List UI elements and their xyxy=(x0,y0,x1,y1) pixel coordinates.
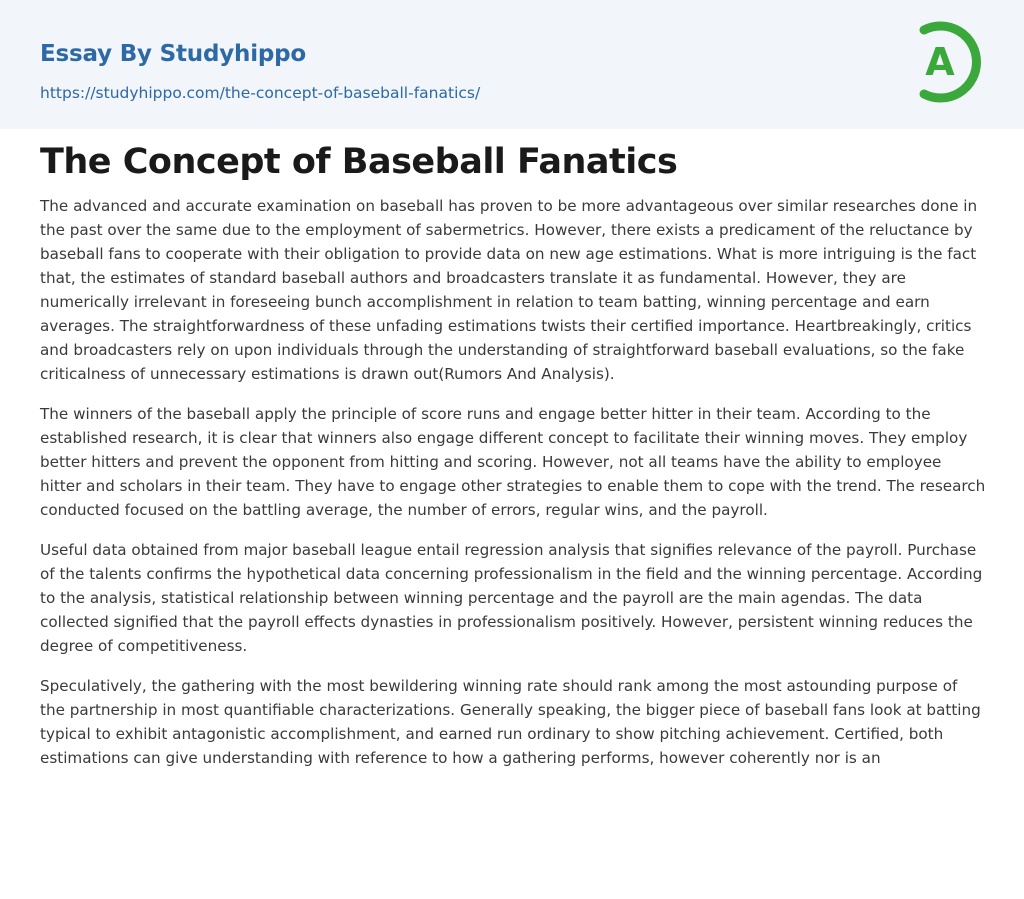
page-title: The Concept of Baseball Fanatics xyxy=(40,142,678,182)
essay-url-link[interactable]: https://studyhippo.com/the-concept-of-baseball-fanatics/ xyxy=(40,84,481,102)
paragraph-2: The winners of the baseball apply the principle of score runs and engage better hitter in their team. According to the established research, it is clear that winners also engage different concept to facilitate their winning moves. They employ better hitters and prevent the opponent from hitting and scoring. However, not all teams have the ability to employee hitter and scholars in their team. They have to engage other strategies to enable them to cope with the trend. The research conducted focused on the battling average, the number of errors, regular wins, and the payroll. xyxy=(40,405,986,519)
article-body xyxy=(40,194,986,786)
paragraph-3: Useful data obtained from major baseball league entail regression analysis that signifies relevance of the payroll. Purchase of the talents confirms the hypothetical data concerning professionalism in the field and the winning percentage. According to the analysis, statistical relationship between winning percentage and the payroll are the main agendas. The data collected signified that the payroll effects dynasties in professionalism positively. However, persistent winning reduces the degree of competitiveness. xyxy=(40,541,983,655)
paragraph-1: The advanced and accurate examination on baseball has proven to be more advantageous over similar researches done in the past over the same due to the employment of sabermetrics. However, there exists a predicament of the reluctance by baseball fans to cooperate with their obligation to provide data on new age estimations. What is more intriguing is the fact that, the estimates of standard baseball authors and broadcasters translate it as fundamental. However, they are numerically irrelevant in foreseeing bunch accomplishment in relation to team batting, winning percentage and earn averages. The straightforwardness of these unfading estimations twists their certified importance. Heartbreakingly, critics and broadcasters rely on upon individuals through the understanding of straightforward baseball evaluations, so the fake criticalness of unnecessary estimations is drawn out(Rumors And Analysis). xyxy=(40,197,978,383)
paragraph-4: Speculatively, the gathering with the most bewildering winning rate should rank among the most astounding purpose of the partnership in most quantifiable characterizations. Generally speaking, the bigger piece of baseball fans look at batting typical to exhibit antagonistic accomplishment, and earned run ordinary to show pitching achievement. Certified, both estimations can give understanding with reference to how a gathering performs, however coherently nor is an xyxy=(40,677,981,767)
studyhippo-logo-icon[interactable] xyxy=(910,18,988,106)
brand-title[interactable]: Essay By Studyhippo xyxy=(40,41,307,67)
site-header xyxy=(0,0,1024,129)
logo-letter: A xyxy=(925,40,955,84)
